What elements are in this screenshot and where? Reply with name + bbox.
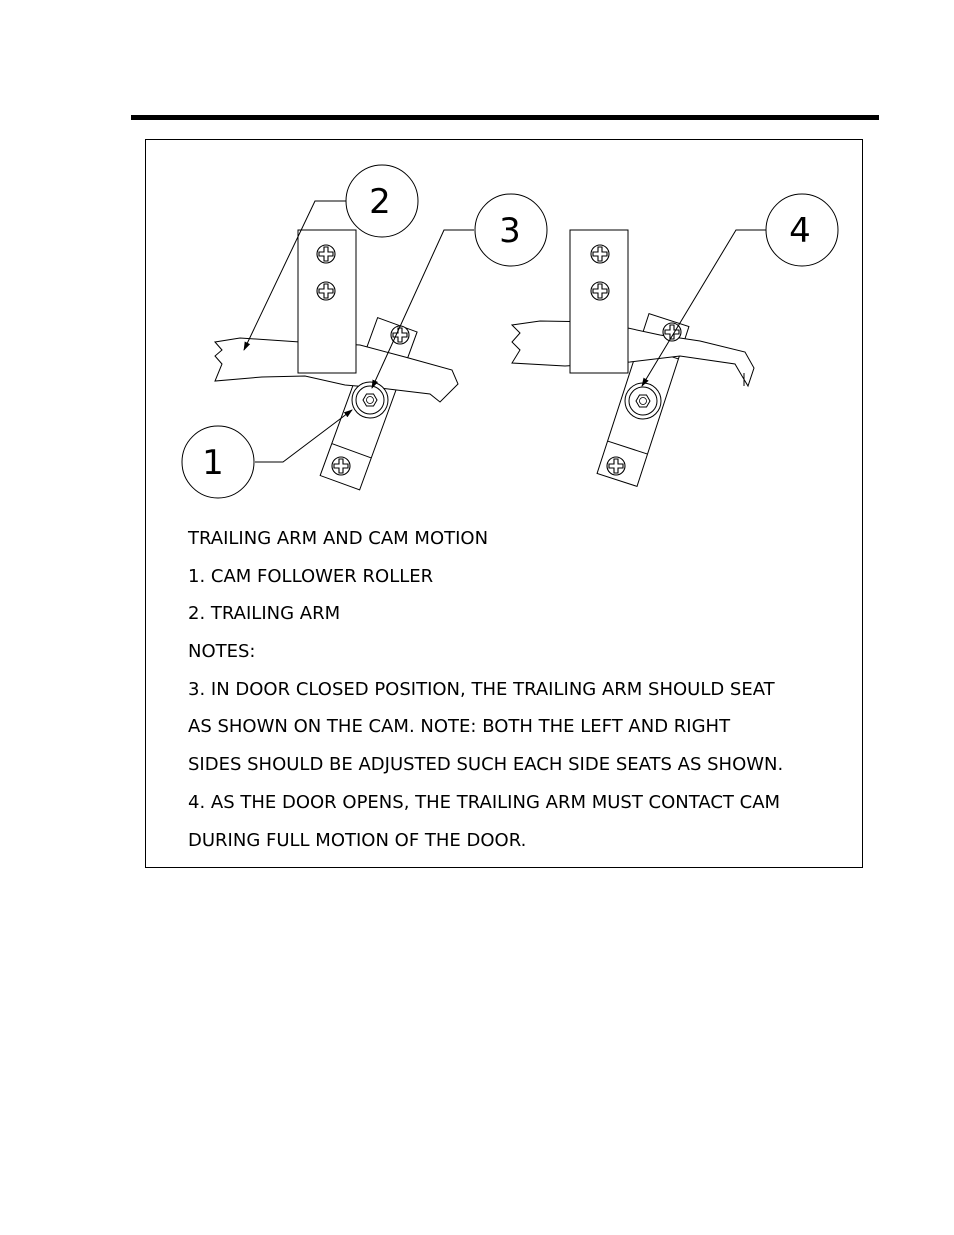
note-4-line-2: DURING FULL MOTION OF THE DOOR.: [188, 829, 527, 851]
screw-icon: [317, 245, 335, 263]
screw-icon: [591, 245, 609, 263]
callout-3: [475, 194, 547, 266]
screw-icon: [317, 282, 335, 300]
note-3-line-2: AS SHOWN ON THE CAM. NOTE: BOTH THE LEFT AND RIGHT: [188, 716, 731, 738]
callout-4: [766, 194, 838, 266]
cam-follower-roller-icon: [352, 382, 388, 418]
caption-item-1: 1. CAM FOLLOWER ROLLER: [188, 565, 434, 587]
caption-item-2: 2. TRAILING ARM: [188, 603, 341, 625]
callout-number: 3: [499, 211, 521, 251]
callout-number: 4: [789, 211, 811, 251]
callout-number: 1: [202, 443, 224, 483]
callout-1: [182, 426, 254, 498]
screw-icon: [591, 282, 609, 300]
callout-2: [346, 165, 418, 237]
caption-block: [188, 524, 848, 863]
notes-label: NOTES:: [188, 641, 256, 663]
note-3-line-1: 3. IN DOOR CLOSED POSITION, THE TRAILING ARM SHOULD SEAT: [188, 678, 775, 700]
note-4-line-1: 4. AS THE DOOR OPENS, THE TRAILING ARM MUST CONTACT CAM: [188, 791, 781, 813]
caption-title: TRAILING ARM AND CAM MOTION: [188, 528, 489, 549]
cam-follower-roller-icon: [625, 383, 661, 419]
right-view: [512, 230, 754, 486]
screw-icon: [332, 457, 350, 475]
screw-icon: [607, 457, 625, 475]
note-3-line-3: SIDES SHOULD BE ADJUSTED SUCH EACH SIDE SEATS AS SHOWN.: [188, 754, 784, 776]
callout-number: 2: [369, 182, 391, 222]
